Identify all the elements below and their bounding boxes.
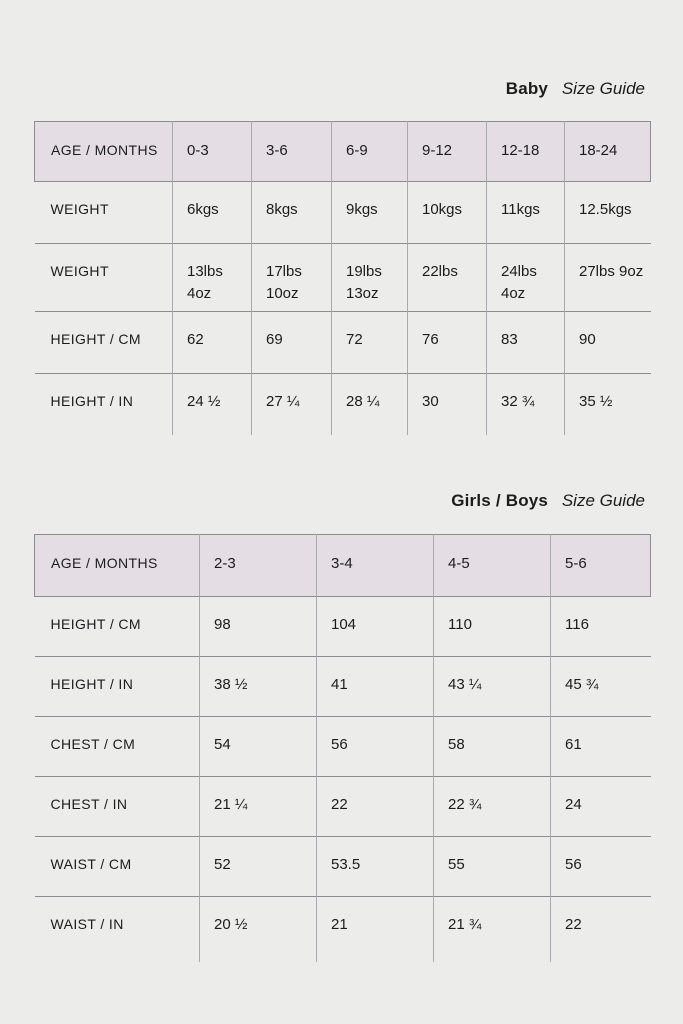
cell-value: 19lbs 13oz: [332, 244, 408, 312]
girls-boys-guide-title: [34, 490, 650, 512]
baby-subtitle-label: Size Guide: [561, 79, 645, 98]
row-label: CHEST / CM: [50, 736, 136, 752]
cell-value: 52: [200, 837, 317, 897]
row-label: WAIST / IN: [50, 916, 124, 932]
table-row-weight-lbs: [35, 244, 651, 312]
row-label: HEIGHT / IN: [50, 676, 134, 692]
cell-value: 9kgs: [332, 182, 408, 244]
row-label: HEIGHT / CM: [50, 616, 141, 632]
table-row-chest-cm: [35, 717, 651, 777]
cell-value: 69: [252, 311, 332, 373]
column-header-age: AGE / MONTHS: [35, 122, 173, 182]
table-row-height-in: [35, 373, 651, 435]
column-header-6-9: 6-9: [332, 122, 408, 182]
girls-boys-title-label: Girls / Boys: [451, 491, 549, 510]
cell-value: 32 ¾: [487, 373, 565, 435]
table-row-height-in: [35, 657, 651, 717]
baby-title-label: Baby: [505, 79, 549, 98]
cell-value: 58: [434, 717, 551, 777]
cell-value: 13lbs 4oz: [173, 244, 252, 312]
cell-value: 56: [317, 717, 434, 777]
cell-value: 90: [565, 311, 651, 373]
cell-value: 38 ½: [200, 657, 317, 717]
table-row-height-cm: [35, 597, 651, 657]
cell-value: 104: [317, 597, 434, 657]
cell-value: 30: [408, 373, 487, 435]
cell-value: 45 ¾: [551, 657, 651, 717]
cell-value: 22lbs: [408, 244, 487, 312]
cell-value: 35 ½: [565, 373, 651, 435]
cell-value: 56: [551, 837, 651, 897]
cell-value: 72: [332, 311, 408, 373]
row-label: WAIST / CM: [50, 856, 132, 872]
girls-boys-size-table: [34, 534, 651, 962]
column-header-4-5: 4-5: [434, 535, 551, 597]
cell-value: 110: [434, 597, 551, 657]
column-header-age: AGE / MONTHS: [35, 535, 200, 597]
column-header-0-3: 0-3: [173, 122, 252, 182]
table-row-waist-in: [35, 897, 651, 962]
table-row-weight-kg: [35, 182, 651, 244]
row-label: HEIGHT / CM: [50, 330, 141, 347]
cell-value: 24 ½: [173, 373, 252, 435]
cell-value: 17lbs 10oz: [252, 244, 332, 312]
cell-value: 53.5: [317, 837, 434, 897]
cell-value: 20 ½: [200, 897, 317, 962]
girls-boys-header-row: [35, 535, 651, 597]
table-row-chest-in: [35, 777, 651, 837]
column-header-5-6: 5-6: [551, 535, 651, 597]
cell-value: 76: [408, 311, 487, 373]
baby-header-row: [35, 122, 651, 182]
cell-value: 55: [434, 837, 551, 897]
column-header-9-12: 9-12: [408, 122, 487, 182]
cell-value: 21 ¾: [434, 897, 551, 962]
cell-value: 22 ¾: [434, 777, 551, 837]
cell-value: 27 ¼: [252, 373, 332, 435]
cell-value: 8kgs: [252, 182, 332, 244]
cell-value: 21: [317, 897, 434, 962]
cell-value: 24: [551, 777, 651, 837]
column-header-12-18: 12-18: [487, 122, 565, 182]
baby-size-table: [34, 121, 651, 435]
baby-guide-title: [34, 78, 650, 100]
row-label: HEIGHT / IN: [50, 392, 134, 409]
cell-value: 24lbs 4oz: [487, 244, 565, 312]
cell-value: 62: [173, 311, 252, 373]
row-label: WEIGHT: [50, 201, 109, 217]
cell-value: 54: [200, 717, 317, 777]
cell-value: 11kgs: [487, 182, 565, 244]
cell-value: 22: [551, 897, 651, 962]
cell-value: 43 ¼: [434, 657, 551, 717]
cell-value: 10kgs: [408, 182, 487, 244]
cell-value: 21 ¼: [200, 777, 317, 837]
cell-value: 22: [317, 777, 434, 837]
cell-value: 83: [487, 311, 565, 373]
column-header-3-6: 3-6: [252, 122, 332, 182]
cell-value: 28 ¼: [332, 373, 408, 435]
column-header-3-4: 3-4: [317, 535, 434, 597]
row-label: CHEST / IN: [50, 796, 128, 812]
cell-value: 12.5kgs: [565, 182, 651, 244]
girls-boys-subtitle-label: Size Guide: [561, 491, 645, 510]
cell-value: 6kgs: [173, 182, 252, 244]
cell-value: 116: [551, 597, 651, 657]
cell-value: 41: [317, 657, 434, 717]
column-header-2-3: 2-3: [200, 535, 317, 597]
cell-value: 27lbs 9oz: [565, 244, 651, 312]
row-label: WEIGHT: [50, 263, 109, 279]
table-row-height-cm: [35, 311, 651, 373]
cell-value: 61: [551, 717, 651, 777]
column-header-18-24: 18-24: [565, 122, 651, 182]
cell-value: 98: [200, 597, 317, 657]
table-row-waist-cm: [35, 837, 651, 897]
